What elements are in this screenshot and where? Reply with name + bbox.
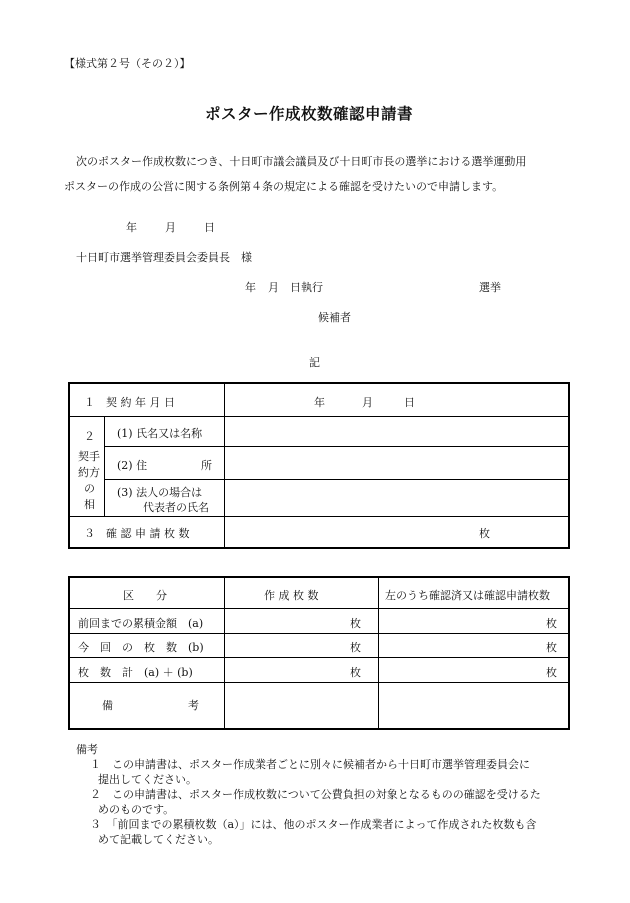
request-count-unit: 枚: [479, 527, 490, 540]
table-row-c2: 枚: [546, 666, 557, 679]
table-row-c2: 枚: [546, 617, 557, 630]
name-label: (1) 氏名又は名称: [117, 427, 203, 440]
contract-date-label: １ 契 約 年 月 日: [84, 396, 175, 409]
table-row-label: 枚 数 計 (a) ＋ (b): [78, 666, 193, 679]
table-row-c1: 枚: [350, 666, 361, 679]
party-char-1: 契手: [78, 450, 100, 463]
table-row-c2: 枚: [546, 641, 557, 654]
party-char-4: 相: [84, 498, 95, 511]
election-day: 日執行: [290, 281, 323, 294]
header-kubun: 区 分: [123, 589, 167, 602]
table-row-c1: 枚: [350, 641, 361, 654]
date-day: 日: [204, 221, 215, 234]
corp-label-line2: 代表者の氏名: [143, 501, 209, 514]
note-1b: 提出してください。: [98, 773, 197, 786]
count-table: [68, 576, 570, 730]
note-2a: ２ この申請書は、ポスター作成枚数について公費負担の対象となるものの確認を受けるた: [90, 788, 541, 801]
date-month: 月: [165, 221, 176, 234]
addressee: 十日町市選挙管理委員会委員長 様: [76, 251, 252, 264]
contract-date-day: 日: [404, 396, 415, 409]
election-month: 月: [268, 281, 279, 294]
body-text-line1: 次のポスター作成枚数につき、十日町市議会議員及び十日町市長の選挙における選挙運動用: [76, 155, 527, 168]
request-count-label: ３ 確 認 申 請 枚 数: [84, 527, 190, 540]
note-3b: めて記載してください。: [98, 833, 219, 846]
header-sakusei: 作 成 枚 数: [264, 589, 319, 602]
party-char-3: の: [84, 482, 95, 495]
note-3a: ３ 「前回までの累積枚数（a）」には、他のポスター作成業者によって作成された枚数も含: [90, 818, 537, 831]
candidate-label: 候補者: [318, 311, 351, 324]
notes-block: [76, 742, 541, 847]
address-label-end: 所: [201, 459, 212, 472]
biko-left: 備: [102, 699, 113, 712]
table-row-label: 前回までの累積金額 (a): [78, 617, 204, 630]
notes-heading: 備考: [76, 743, 98, 756]
note-2b: めのものです。: [98, 803, 175, 816]
party-number: ２: [84, 430, 95, 443]
ki-label: 記: [309, 356, 320, 369]
contract-table: [68, 382, 570, 549]
form-label: 【様式第２号（その２）】: [64, 57, 191, 70]
date-year: 年: [126, 221, 137, 234]
biko-right: 考: [188, 699, 199, 712]
election-label: 選挙: [479, 281, 501, 294]
note-1a: １ この申請書は、ポスター作成業者ごとに別々に候補者から十日町市選挙管理委員会に: [90, 758, 530, 771]
contract-date-month: 月: [362, 396, 373, 409]
header-kakunin: 左のうち確認済又は確認申請枚数: [385, 589, 550, 602]
address-label: (2) 住: [117, 459, 148, 472]
body-text-line2: ポスターの作成の公営に関する条例第４条の規定による確認を受けたいので申請します。: [64, 180, 504, 193]
table-row-c1: 枚: [350, 617, 361, 630]
election-year: 年: [245, 281, 256, 294]
table-row-label: 今 回 の 枚 数 (b): [78, 641, 204, 654]
contract-date-year: 年: [314, 396, 325, 409]
corp-label-line1: (3) 法人の場合は: [117, 486, 203, 499]
party-char-2: 約方: [78, 466, 100, 479]
page-title: ポスター作成枚数確認申請書: [205, 104, 414, 123]
